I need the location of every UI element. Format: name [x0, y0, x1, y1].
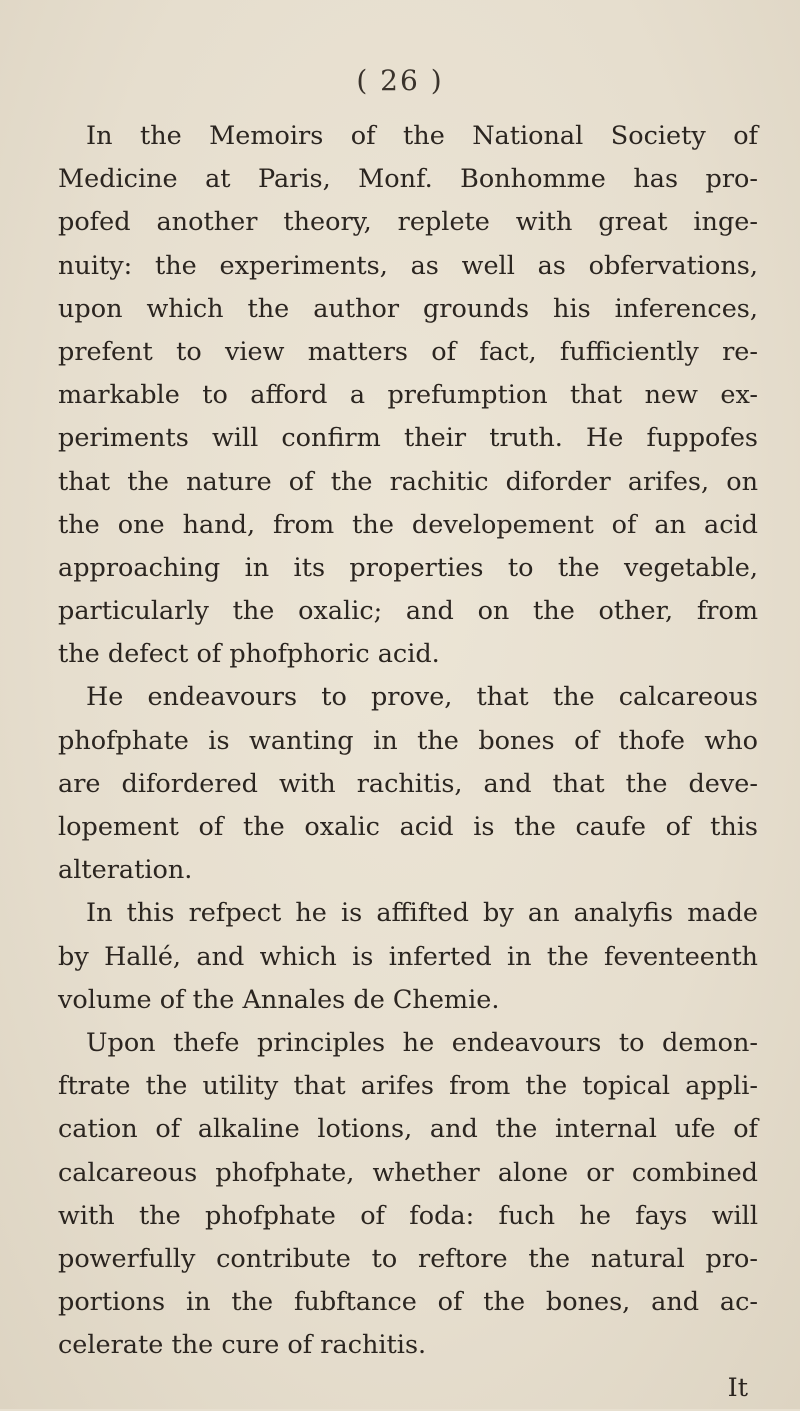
text-line: volume of the Annales de Chemie.	[58, 984, 500, 1015]
text-line: upon which the author grounds his inferences,	[58, 293, 758, 324]
paragraph-2	[58, 676, 758, 892]
text-line: cation of alkaline lotions, and the internal ufe of	[58, 1114, 758, 1145]
text-line: Upon thefe principles he endeavours to demon-	[86, 1027, 758, 1058]
text-line: markable to afford a prefumption that new ex-	[58, 380, 758, 411]
text-line: portions in the fubftance of the bones, and ac-	[58, 1287, 758, 1318]
text-line: lopement of the oxalic acid is the caufe of this	[58, 812, 758, 842]
paragraph-3	[58, 892, 758, 1022]
text-line: In this refpect he is affifted by an analyfis made	[86, 898, 758, 929]
text-line: by Hallé, and which is inferted in the feventeenth	[58, 941, 758, 972]
text-line: approaching in its properties to the vegetable,	[58, 552, 758, 583]
paragraph-1	[58, 115, 758, 676]
text-line: are difordered with rachitis, and that the deve-	[58, 768, 758, 799]
text-line: ftrate the utility that arifes from the topical appli-	[58, 1071, 758, 1102]
text-line: celerate the cure of rachitis.	[58, 1330, 427, 1361]
text-line: the one hand, from the developement of an acid	[58, 509, 758, 540]
text-line: periments will confirm their truth. He fuppofes	[58, 423, 758, 454]
text-line: powerfully contribute to reftore the natural pro-	[58, 1243, 758, 1274]
body-text	[58, 115, 758, 1411]
text-line: Medicine at Paris, Monf. Bonhomme has pro-	[58, 164, 758, 195]
text-line: phofphate is wanting in the bones of thofe who	[58, 725, 758, 756]
text-line: He endeavours to prove, that the calcareous	[86, 682, 758, 713]
text-line: nuity: the experiments, as well as obfervations,	[58, 250, 758, 281]
text-line: with the phofphate of foda: fuch he fays will	[58, 1200, 758, 1231]
text-line: In the Memoirs of the National Society of	[86, 121, 758, 151]
text-line: prefent to view matters of fact, fufficiently re-	[58, 336, 758, 367]
text-line: pofed another theory, replete with great inge-	[58, 207, 758, 238]
catchword: It	[727, 1373, 748, 1404]
text-line: calcareous phofphate, whether alone or combined	[58, 1157, 758, 1188]
text-line: particularly the oxalic; and on the other, from	[58, 596, 758, 627]
text-line: that the nature of the rachitic diforder arifes, on	[58, 466, 758, 497]
page-number: ( 26 )	[356, 64, 444, 97]
text-line: alteration.	[58, 855, 193, 886]
paragraph-4	[58, 1022, 758, 1368]
text-line: the defect of phofphoric acid.	[58, 639, 440, 670]
